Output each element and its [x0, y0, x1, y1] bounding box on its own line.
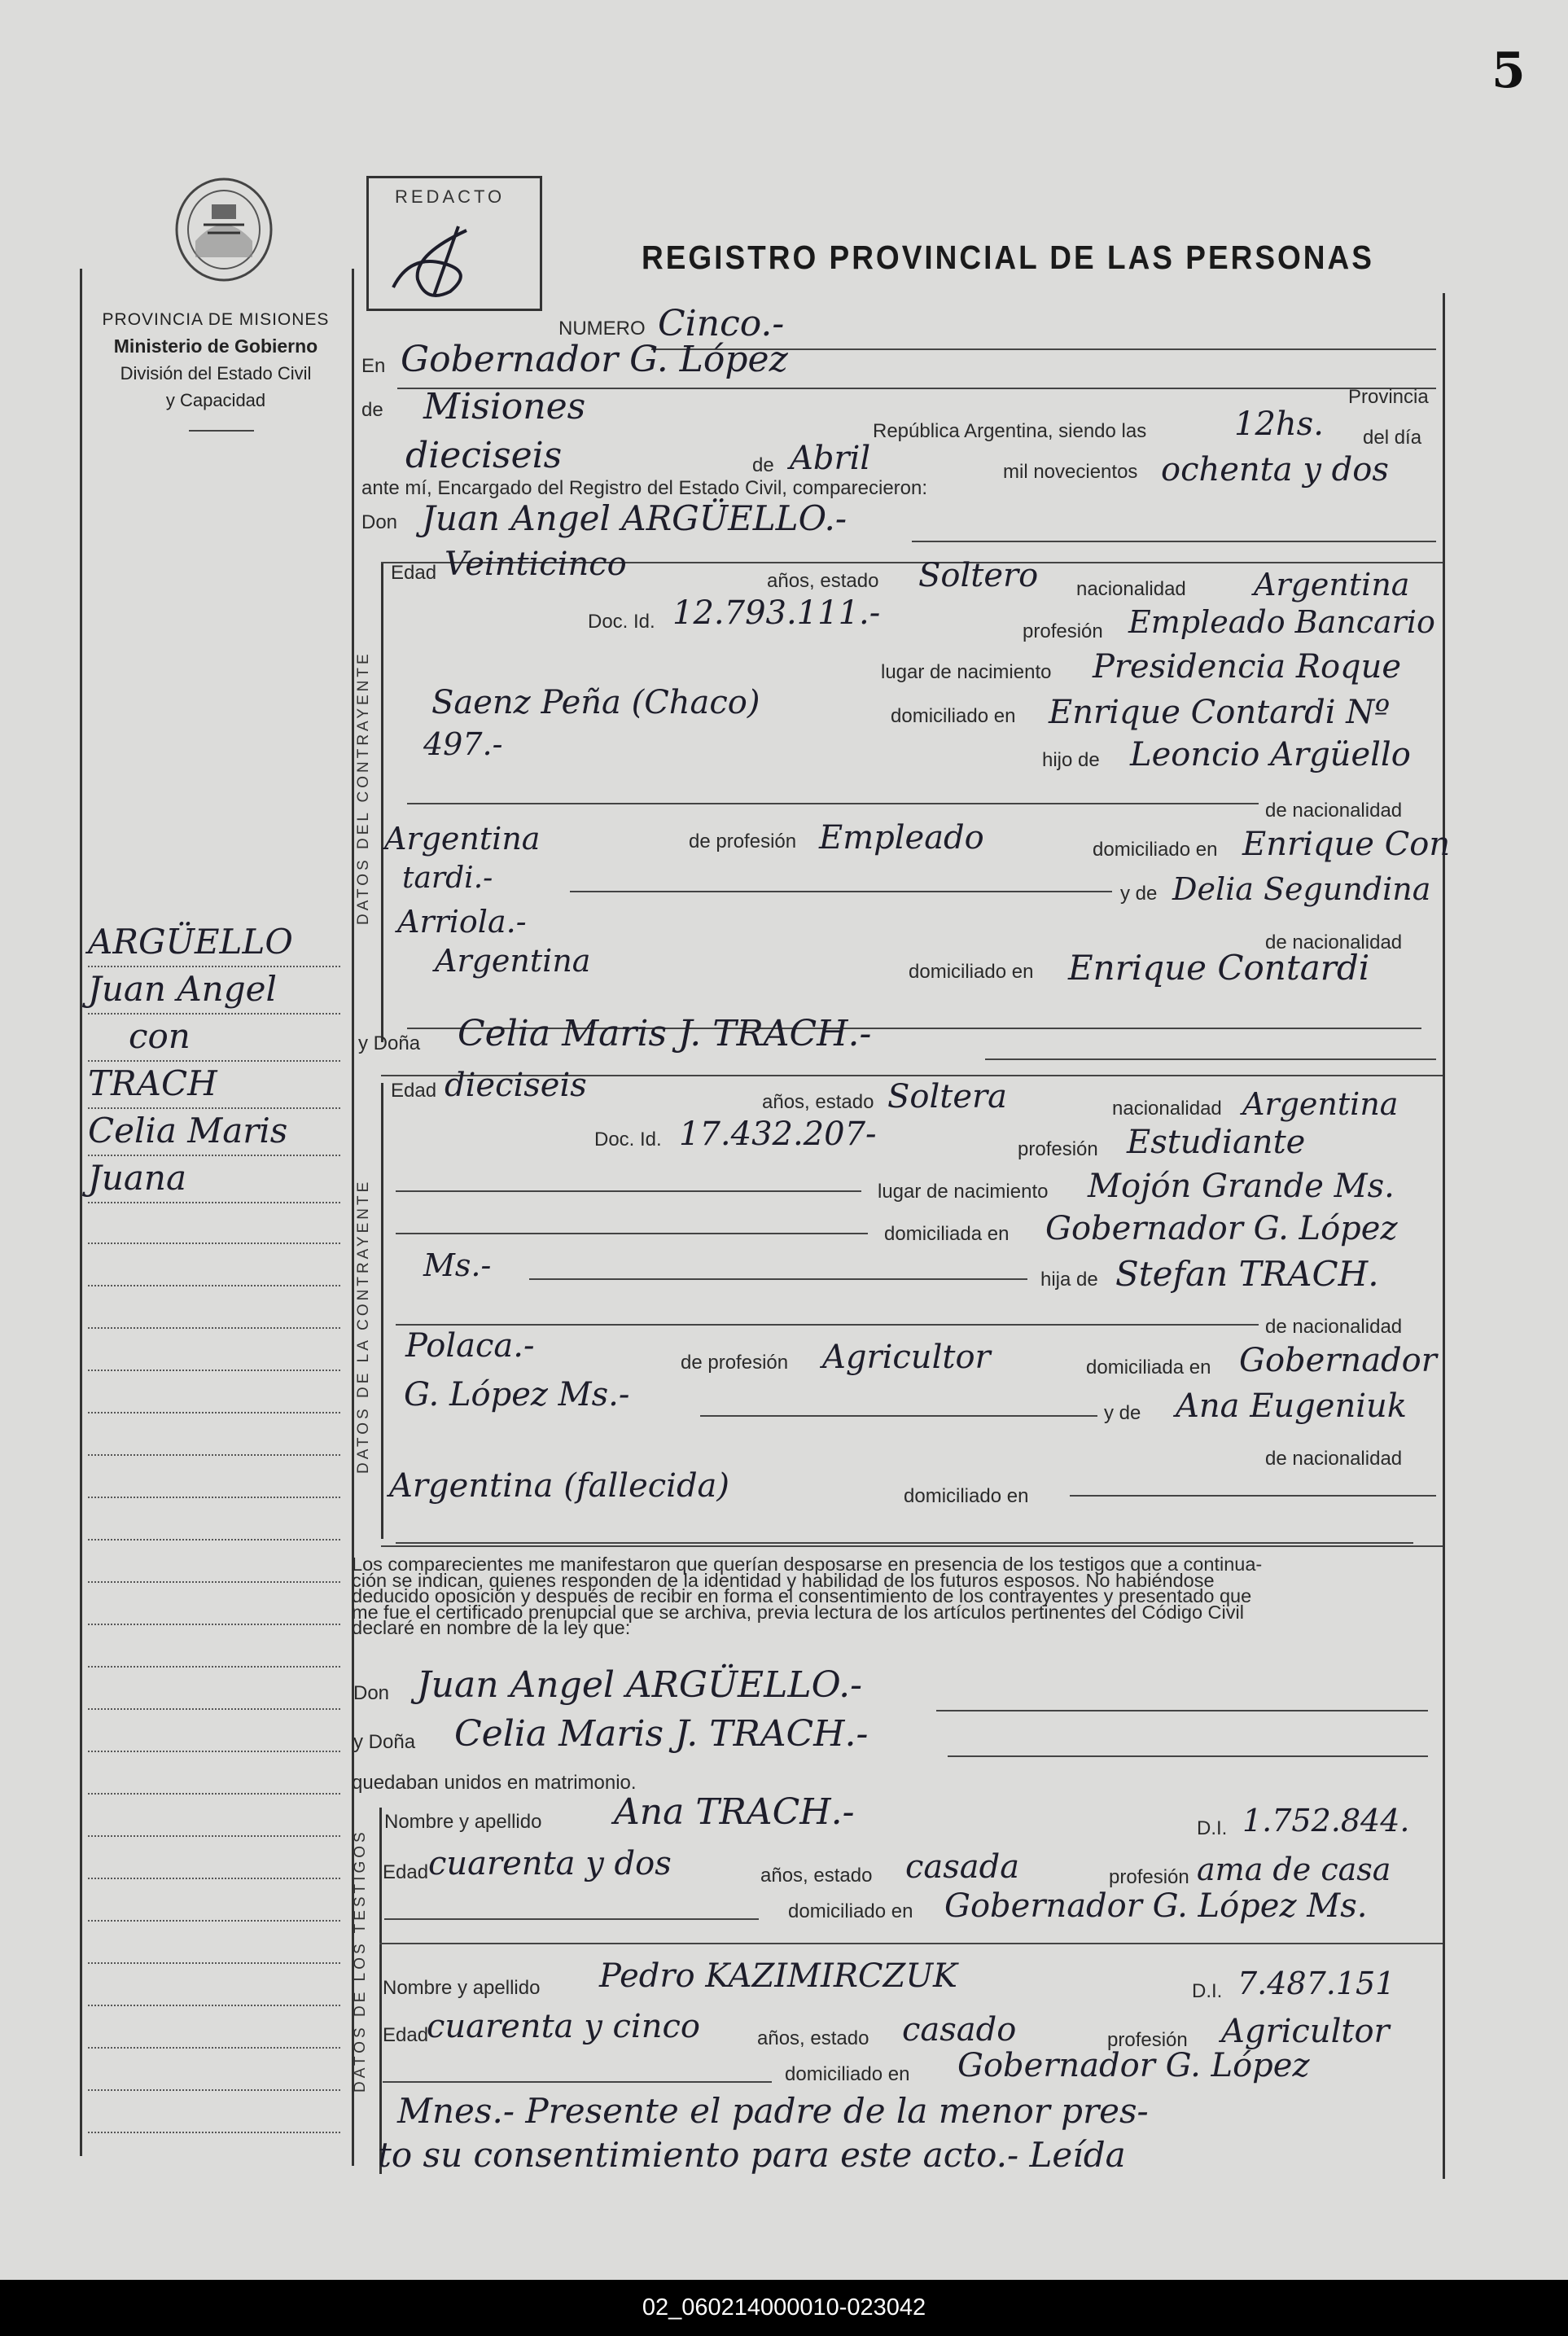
field-line [985, 1058, 1436, 1060]
bride-edad: dieciseis [445, 1067, 587, 1104]
y-de-label: y de [1120, 883, 1158, 905]
margin-note-line: Juan Angel [88, 969, 277, 1009]
quedaban-text: quedaban unidos en matrimonio. [352, 1772, 637, 1794]
doc-label: Doc. Id. [588, 611, 655, 633]
bride-doc-label: Doc. Id. [594, 1129, 662, 1150]
bride-padre-dom-label: domiciliada en [1086, 1356, 1211, 1378]
don-label: Don [361, 511, 398, 533]
bride-y-de-label: y de [1104, 1402, 1141, 1424]
groom-padre-dom: Enrique Con [1242, 826, 1451, 863]
note-line-2: to su consentimiento para este acto.- Leída [378, 2135, 1126, 2175]
groom-lugar-2: Saenz Peña (Chaco) [431, 684, 760, 721]
bride-madre: Ana Eugeniuk [1176, 1387, 1408, 1425]
dia-value: dieciseis [405, 435, 563, 476]
section-rule [381, 1545, 1443, 1547]
w1-profesion: ama de casa [1197, 1852, 1391, 1887]
padre-domicilio-label: domiciliado en [1093, 839, 1218, 861]
w1-domicilio-label: domiciliado en [788, 1900, 913, 1922]
paragraph-line: declaré en nombre de la ley que: [352, 1617, 631, 1638]
groom-estado: Soltero [918, 557, 1039, 594]
groom-doc: 12.793.111.- [672, 594, 881, 632]
groom-nacionalidad: Argentina [1254, 567, 1410, 603]
bride-profesion-label: profesión [1018, 1138, 1098, 1160]
page-title: REGISTRO PROVINCIAL DE LAS PERSONAS [642, 239, 1374, 276]
de-label: de [361, 399, 383, 421]
capacity-heading: y Capacidad [165, 390, 266, 410]
field-line [396, 1542, 1413, 1544]
field-line [570, 891, 1112, 892]
ante-mi-text: ante mí, Encargado del Registro del Estado Civil, comparecieron: [361, 477, 928, 499]
w1-estado: casada [905, 1848, 1020, 1886]
madre-nacionalidad-label: de nacionalidad [1265, 931, 1403, 953]
final-dona-label: y Doña [353, 1731, 416, 1753]
bride-padre-dom: Gobernador [1239, 1342, 1437, 1379]
nacionalidad-label: nacionalidad [1076, 578, 1186, 600]
de-nacionalidad-label: de nacionalidad [1265, 800, 1403, 822]
groom-edad: Veinticinco [445, 546, 627, 583]
groom-domicilio: Enrique Contardi Nº [1049, 694, 1391, 731]
bride-lugar: Mojón Grande Ms. [1088, 1168, 1395, 1205]
hijo-label: hijo de [1042, 749, 1100, 771]
divider [189, 430, 254, 432]
madre-domicilio-label: domiciliado en [909, 961, 1034, 983]
bride-padre-dom-2: G. López Ms.- [404, 1376, 630, 1413]
bride-padre-nac: Polaca.- [405, 1327, 535, 1365]
w2-estado: casado [902, 2011, 1017, 2049]
paragraph-line: me fue el certificado prenupcial que se archiva, previa lectura de los artículos pertinentes del Código Civil [352, 1601, 1244, 1623]
field-line [396, 1324, 1259, 1326]
w1-nombre-label: Nombre y apellido [384, 1811, 542, 1833]
de-month-label: de [752, 454, 774, 476]
bride-madre-nac: Argentina (fallecida) [389, 1467, 730, 1505]
anio-value: ochenta y dos [1161, 451, 1389, 489]
frame-line [80, 269, 82, 2156]
lugar-label: lugar de nacimiento [881, 661, 1052, 683]
frame-line [381, 562, 383, 1042]
numero-label: NUMERO [558, 318, 646, 340]
province-heading: PROVINCIA DE MISIONES [102, 310, 330, 329]
bride-lugar-label: lugar de nacimiento [878, 1181, 1049, 1203]
bride-de-nacionalidad-label: de nacionalidad [1265, 1316, 1403, 1338]
hija-label: hija de [1040, 1269, 1098, 1291]
frame-line [1443, 293, 1445, 2179]
bride-domicilio-2: Ms.- [423, 1247, 492, 1283]
bride-profesion: Estudiante [1127, 1124, 1306, 1161]
del-dia-label: del día [1363, 427, 1422, 449]
frame-line [379, 1808, 382, 2174]
bride-domicilio-label: domiciliada en [884, 1223, 1010, 1245]
mes-value: Abril [790, 440, 871, 477]
bride-madre-dom-label: domiciliado en [904, 1485, 1029, 1507]
groom-section-label: DATOS DEL CONTRAYENTE [355, 651, 372, 925]
w2-nombre: Pedro KAZIMIRCZUK [599, 1957, 957, 1995]
bride-edad-label: Edad [391, 1080, 437, 1102]
provincial-seal-icon [171, 176, 277, 288]
issuer-block [81, 306, 350, 414]
bride-madre-nac-label: de nacionalidad [1265, 1448, 1403, 1470]
edad-label: Edad [391, 562, 437, 584]
groom-padre-dom-2: tardi.- [402, 861, 493, 895]
groom-padre-nac: Argentina [384, 821, 541, 857]
declaration-paragraph [352, 1554, 1430, 1638]
final-dona-value: Celia Maris J. TRACH.- [454, 1713, 869, 1755]
margin-note-line: Celia Maris [88, 1111, 288, 1150]
republica-label: República Argentina, siendo las [873, 420, 1147, 442]
w2-profesion: Agricultor [1221, 2013, 1390, 2050]
ministry-heading: Ministerio de Gobierno [113, 335, 318, 357]
profesion-label: profesión [1023, 620, 1103, 642]
w1-edad: cuarenta y dos [428, 1845, 672, 1882]
hora-value: 12hs. [1234, 405, 1324, 443]
bride-de-profesion-label: de profesión [681, 1352, 789, 1374]
w2-di-label: D.I. [1192, 1980, 1223, 2002]
w2-profesion-label: profesión [1107, 2029, 1188, 2051]
final-don-label: Don [353, 1682, 390, 1704]
witness-section-label: DATOS DE LOS TESTIGOS [352, 1829, 369, 2093]
w1-domicilio: Gobernador G. López Ms. [944, 1887, 1368, 1925]
section-rule [379, 1943, 1443, 1944]
page-number: 5 [1491, 42, 1526, 99]
field-line [384, 1918, 759, 1920]
w2-di: 7.487.151 [1237, 1966, 1395, 2001]
margin-note-line: TRACH [88, 1063, 217, 1103]
frame-line [381, 1083, 383, 1539]
note-line-1: Mnes.- Presente el padre de la menor pres- [397, 2091, 1149, 2131]
w1-di-label: D.I. [1197, 1817, 1228, 1839]
provincia-label: Provincia [1348, 386, 1429, 408]
w2-edad-label: Edad [383, 2024, 429, 2046]
w2-nombre-label: Nombre y apellido [383, 1977, 541, 1999]
field-line [936, 1710, 1428, 1711]
w2-edad: cuarenta y cinco [427, 2008, 700, 2045]
y-dona-label: y Doña [358, 1032, 421, 1054]
mil-label: mil novecientos [1003, 461, 1138, 483]
field-line [396, 1233, 868, 1234]
groom-domicilio-2: 497.- [423, 726, 503, 762]
margin-note-line: ARGÜELLO [88, 922, 293, 962]
bride-padre: Stefan TRACH. [1115, 1254, 1379, 1294]
groom-lugar: Presidencia Roque [1093, 648, 1402, 686]
field-line [383, 2081, 772, 2083]
redacto-label: REDACTO [395, 186, 506, 207]
final-don-value: Juan Angel ARGÜELLO.- [417, 1664, 862, 1706]
groom-madre-2: Arriola.- [397, 904, 527, 940]
bride-nacionalidad: Argentina [1242, 1086, 1399, 1122]
estado-label: años, estado [767, 570, 879, 592]
en-label: En [361, 355, 386, 377]
don-value: Juan Angel ARGÜELLO.- [422, 498, 848, 538]
w2-domicilio-label: domiciliado en [785, 2063, 910, 2085]
margin-note-line: Juana [88, 1158, 187, 1198]
numero-value: Cinco.- [658, 303, 785, 344]
de-value: Misiones [423, 386, 586, 427]
redacto-stamp [366, 176, 542, 311]
groom-madre-nac: Argentina [435, 943, 591, 979]
en-value: Gobernador G. López [401, 339, 788, 380]
domicilio-label: domiciliado en [891, 705, 1016, 727]
w2-domicilio: Gobernador G. López [957, 2047, 1310, 2084]
field-line [396, 1190, 861, 1192]
dona-value: Celia Maris J. TRACH.- [458, 1013, 872, 1054]
w1-di: 1.752.844. [1242, 1803, 1410, 1839]
w1-nombre: Ana TRACH.- [614, 1791, 855, 1833]
bride-nacionalidad-label: nacionalidad [1112, 1098, 1222, 1120]
groom-profesion: Empleado Bancario [1128, 604, 1435, 640]
groom-padre-prof: Empleado [819, 819, 984, 857]
footer-id: 02_060214000010-023042 [642, 2294, 926, 2321]
field-line [1070, 1495, 1436, 1497]
paragraph-line: deducido oposición y después de recibir en forma el consentimiento de los contrayentes y presentado que [352, 1585, 1252, 1606]
bride-section-label: DATOS DE LA CONTRAYENTE [355, 1178, 372, 1474]
groom-madre-dom: Enrique Contardi [1068, 948, 1370, 988]
bride-doc: 17.432.207- [679, 1115, 877, 1153]
bride-domicilio: Gobernador G. López [1045, 1210, 1398, 1247]
paragraph-line: ción se indican, quienes responden de la identidad y habilidad de los futuros esposos. No habiéndose [352, 1569, 1215, 1591]
w1-estado-label: años, estado [760, 1865, 873, 1887]
field-line [700, 1415, 1097, 1417]
groom-madre: Delia Segundina [1172, 871, 1431, 907]
paragraph-line: Los comparecientes me manifestaron que querían desposarse en presencia de los testigos que a continua- [352, 1554, 1263, 1575]
field-line [529, 1278, 1027, 1280]
initials-signature-icon [377, 214, 532, 304]
w1-profesion-label: profesión [1109, 1866, 1189, 1888]
w2-estado-label: años, estado [757, 2027, 869, 2049]
field-line [912, 541, 1436, 542]
bride-estado-label: años, estado [762, 1091, 874, 1113]
de-profesion-label: de profesión [689, 831, 797, 852]
division-heading: División del Estado Civil [120, 363, 312, 383]
margin-note-line: con [129, 1016, 191, 1056]
bride-estado: Soltera [887, 1078, 1007, 1115]
w1-edad-label: Edad [383, 1861, 429, 1883]
field-line [407, 803, 1259, 804]
bride-padre-prof: Agricultor [822, 1339, 991, 1376]
field-line [948, 1755, 1428, 1757]
groom-padre: Leoncio Argüello [1130, 736, 1411, 774]
